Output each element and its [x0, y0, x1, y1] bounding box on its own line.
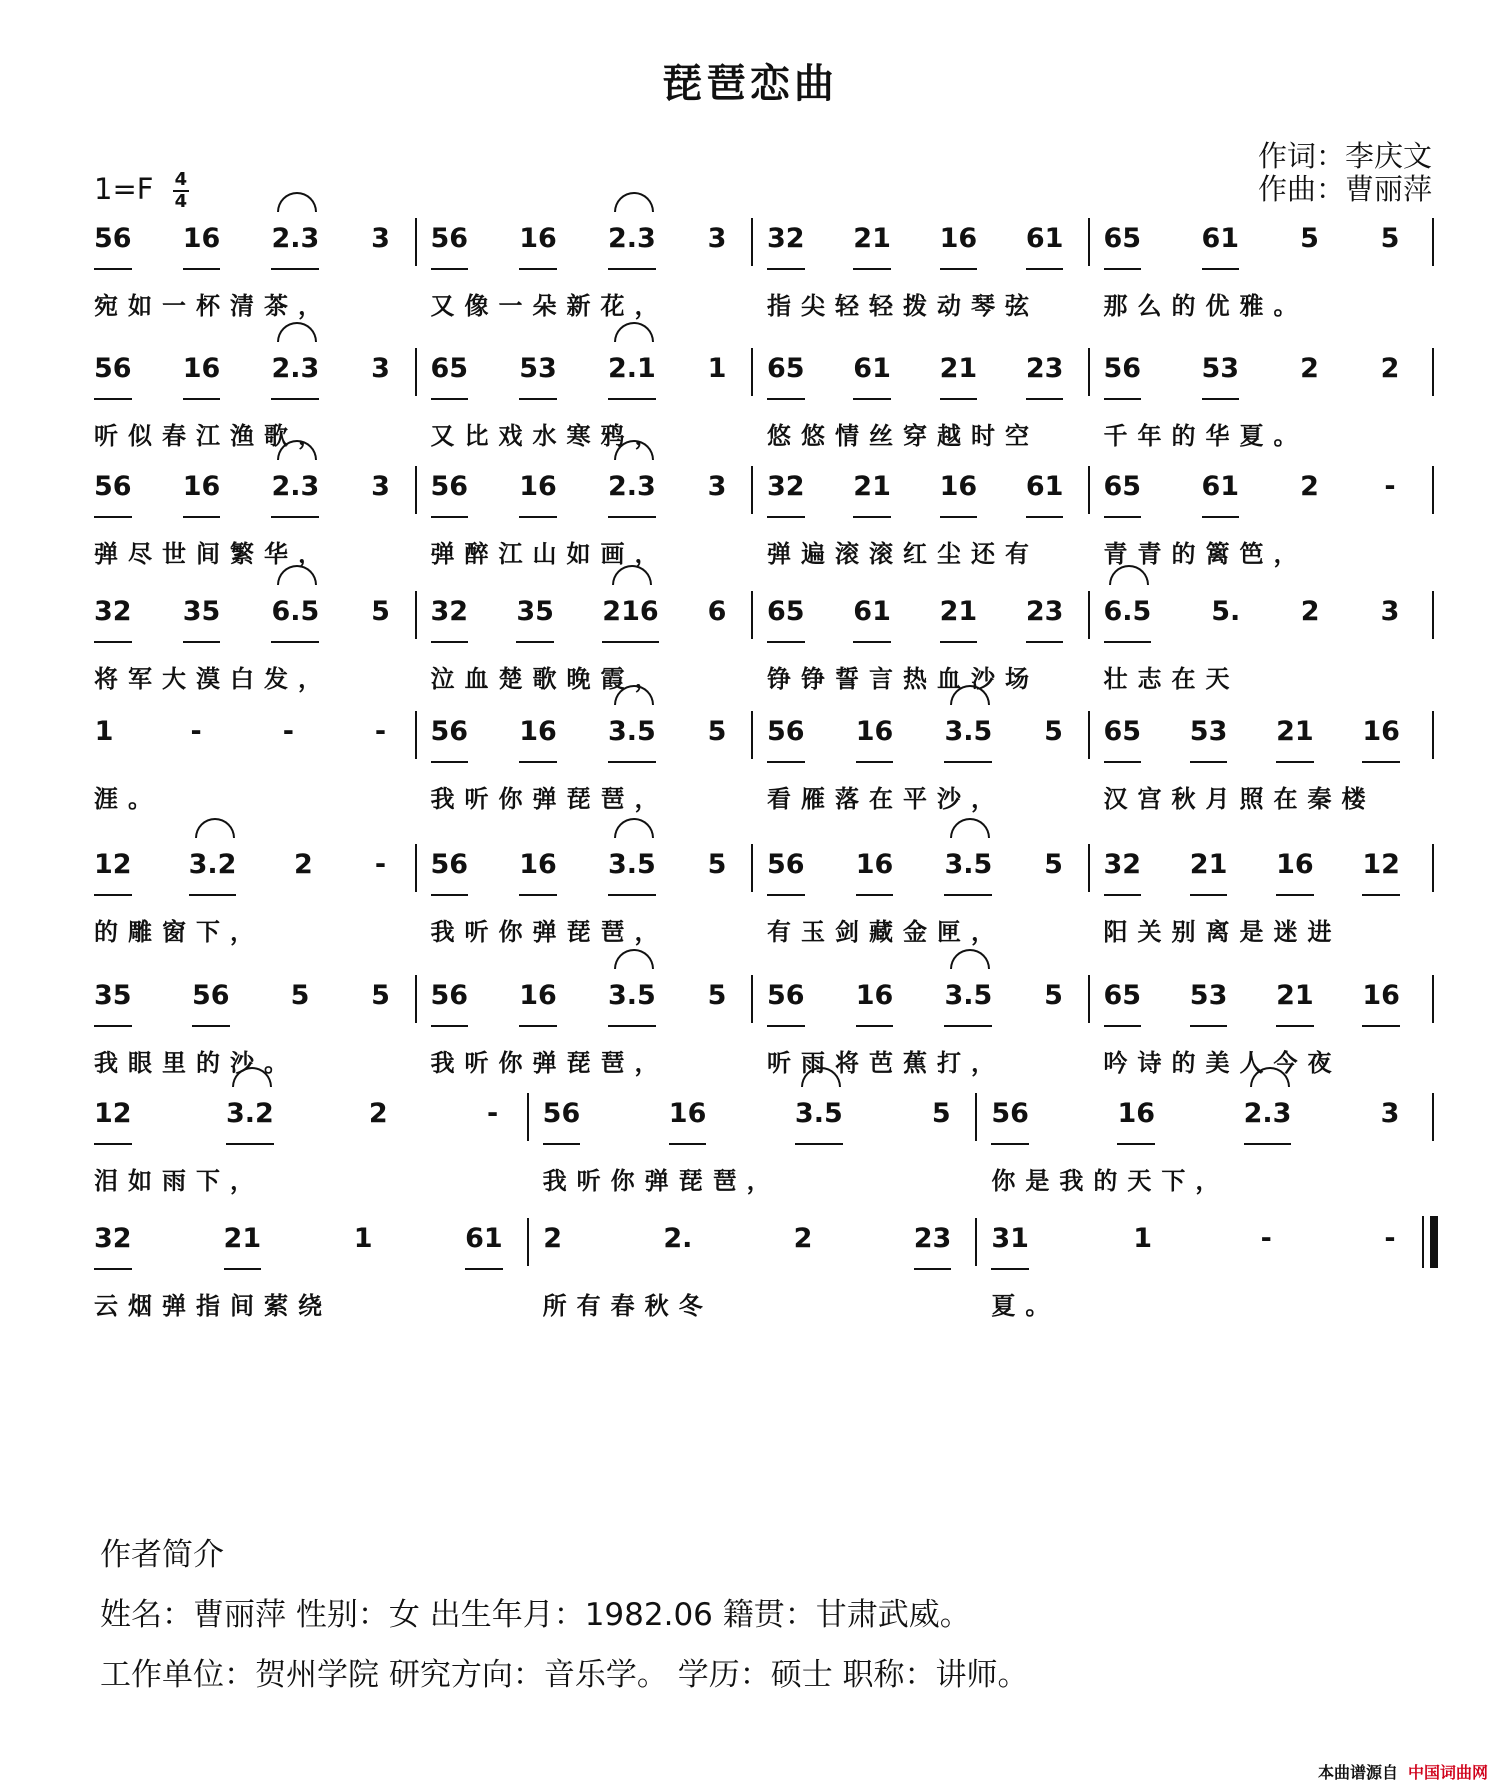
note-group: -	[282, 716, 294, 747]
barline	[1432, 348, 1434, 396]
bio-line-1: 姓名：曹丽萍 性别：女 出生年月：1982.06 籍贯：甘肃武威。	[100, 1597, 971, 1633]
lyric-line: 铮铮誓言热血沙场	[767, 665, 1039, 693]
measure-notes	[94, 458, 391, 522]
note-group: 2	[368, 1098, 388, 1129]
measure-notes	[431, 703, 728, 767]
measure	[767, 836, 1064, 976]
score-system	[0, 458, 1500, 598]
barline	[1088, 591, 1090, 639]
note-group: 32	[767, 210, 805, 270]
measure-notes	[767, 210, 1064, 274]
lyric-line: 夏。	[991, 1292, 1060, 1320]
measure	[767, 703, 1064, 843]
note-group: 32	[767, 458, 805, 518]
barline	[751, 348, 753, 396]
measure	[1104, 583, 1401, 723]
barline	[975, 1218, 977, 1266]
note-group: 21	[224, 1210, 262, 1270]
note-group: 3.5	[944, 836, 992, 896]
note-group: 5	[707, 849, 727, 880]
barline	[1088, 975, 1090, 1023]
note-group: 3.5	[608, 836, 656, 896]
time-beats: 4	[174, 169, 188, 190]
barline	[751, 711, 753, 759]
lyric-line: 我听你弹琵琶，	[542, 1167, 781, 1195]
lyric-line: 云烟弹指间萦绕	[94, 1292, 332, 1320]
lyric-line: 所有春秋冬	[542, 1292, 713, 1320]
lyric-line: 汉宫秋月照在秦楼	[1103, 785, 1376, 813]
lyric-line: 弹尽世间繁华，	[94, 540, 332, 568]
note-group: 5	[707, 980, 727, 1011]
barline	[751, 466, 753, 514]
measure-notes	[1104, 703, 1401, 767]
note-group: 65	[767, 583, 805, 643]
note-group: 56	[94, 210, 132, 270]
note-group: -	[1260, 1223, 1272, 1254]
lyric-line: 壮志在天	[1103, 665, 1240, 693]
slur-mark	[277, 192, 317, 212]
measure	[94, 1085, 503, 1225]
measure-notes	[94, 836, 391, 900]
footer-source: 本曲谱源自	[1317, 1763, 1398, 1782]
note-group: 16	[1362, 967, 1400, 1027]
note-group: 216	[602, 583, 658, 643]
bio-line-2: 工作单位：贺州学院 研究方向：音乐学。 学历：硕士 职称：讲师。	[100, 1657, 1029, 1693]
note-group: 21	[940, 340, 978, 400]
measure	[1104, 703, 1401, 843]
measure-notes	[767, 703, 1064, 767]
barline	[527, 1093, 529, 1141]
note-group: 56	[991, 1085, 1029, 1145]
barline	[415, 466, 417, 514]
lyric-line: 悠悠情丝穿越时空	[767, 422, 1039, 450]
note-group: 2.	[663, 1223, 693, 1254]
note-group: 16	[519, 703, 557, 763]
measure	[1104, 458, 1401, 598]
note-group: 6.5	[1104, 583, 1152, 643]
note-group: 6	[707, 596, 727, 627]
note-group: 53	[1190, 703, 1228, 763]
measure-notes	[543, 1210, 952, 1274]
measure-notes	[767, 340, 1064, 404]
author-bio	[100, 1525, 1450, 1705]
note-group: -	[487, 1098, 499, 1129]
lyric-line: 我听你弹琵琶，	[430, 785, 669, 813]
score-system	[0, 1085, 1500, 1225]
note-group: 16	[183, 458, 221, 518]
note-group: 5	[1044, 980, 1063, 1011]
measure-notes	[94, 703, 391, 767]
note-group: 2.3	[271, 210, 319, 270]
note-group: -	[374, 849, 387, 880]
note-group: 56	[431, 967, 469, 1027]
measure-notes	[431, 583, 728, 647]
measure-notes	[991, 1210, 1400, 1274]
lyric-line: 听似春江渔歌，	[94, 422, 332, 450]
note-group: 23	[1026, 340, 1064, 400]
lyric-line: 你是我的天下，	[991, 1167, 1230, 1195]
measure	[431, 583, 728, 723]
note-group: 65	[767, 340, 805, 400]
score-system	[0, 836, 1500, 976]
measure	[431, 458, 728, 598]
lyric-line: 涯。	[94, 785, 162, 813]
measure-notes	[1104, 458, 1401, 522]
note-group: 3	[371, 471, 390, 502]
note-group: 65	[1104, 703, 1142, 763]
measure	[767, 458, 1064, 598]
measure-notes	[767, 458, 1064, 522]
measure-notes	[94, 1210, 503, 1274]
lyric-line: 千年的华夏。	[1103, 422, 1308, 450]
note-group: 2.1	[608, 340, 656, 400]
lyric-line: 宛如一杯清茶，	[94, 292, 332, 320]
barline	[415, 348, 417, 396]
lyric-line: 泪如雨下，	[94, 1167, 264, 1195]
note-group: 16	[1276, 836, 1314, 896]
note-group: 61	[853, 340, 891, 400]
measure	[543, 1085, 952, 1225]
note-group: 56	[431, 836, 469, 896]
note-group: 56	[767, 836, 805, 896]
song-title: 琵琶恋曲	[662, 61, 838, 107]
lyric-line: 将军大漠白发，	[94, 665, 332, 693]
measure	[94, 458, 391, 598]
measure	[767, 210, 1064, 350]
note-group: 16	[856, 836, 894, 896]
note-group: 2.3	[1244, 1085, 1292, 1145]
note-group: 12	[94, 836, 132, 896]
note-group: 56	[543, 1085, 581, 1145]
note-group: 3.5	[944, 703, 992, 763]
note-group: 5	[931, 1098, 951, 1129]
note-group: 21	[853, 210, 891, 270]
measure-notes	[431, 340, 728, 404]
note-group: 5	[1044, 849, 1063, 880]
note-group: 35	[516, 583, 554, 643]
measure	[991, 1085, 1400, 1225]
barline	[751, 975, 753, 1023]
note-group: 12	[94, 1085, 132, 1145]
barline	[415, 844, 417, 892]
note-group: 2	[1300, 471, 1319, 502]
note-group: 6.5	[271, 583, 319, 643]
note-group: 3.5	[944, 967, 992, 1027]
lyric-line: 吟诗的美人今夜	[1103, 1049, 1342, 1077]
note-group: 32	[94, 1210, 132, 1270]
note-group: 53	[1190, 967, 1228, 1027]
lyric-line: 的雕窗下，	[94, 918, 264, 946]
note-group: 2.3	[608, 210, 656, 270]
note-group: 35	[183, 583, 221, 643]
note-group: -	[190, 716, 202, 747]
note-group: 21	[940, 583, 978, 643]
note-group: 2.3	[271, 458, 319, 518]
note-group: 61	[1026, 210, 1064, 270]
note-group: 3	[1380, 596, 1400, 627]
barline	[1088, 844, 1090, 892]
measure-notes	[1104, 340, 1401, 404]
note-group: 16	[1362, 703, 1400, 763]
measure-notes	[1104, 210, 1401, 274]
barline	[1432, 711, 1434, 759]
barline	[1432, 844, 1434, 892]
note-group: 56	[431, 210, 469, 270]
lyric-line: 弹遍滚滚红尘还有	[767, 540, 1039, 568]
note-group: 5	[1380, 223, 1400, 254]
note-group: 16	[940, 210, 978, 270]
barline	[1088, 348, 1090, 396]
barline	[415, 218, 417, 266]
measure-notes	[94, 340, 391, 404]
note-group: 61	[465, 1210, 503, 1270]
measure-notes	[1104, 967, 1401, 1031]
barline	[415, 975, 417, 1023]
note-group: 3.2	[226, 1085, 274, 1145]
note-group: 3	[371, 223, 390, 254]
lyric-line: 有玉剑藏金匣，	[767, 918, 1005, 946]
lyric-line: 那么的优雅。	[1103, 292, 1308, 320]
note-group: 5	[371, 596, 390, 627]
measure	[94, 1210, 503, 1350]
note-group: 3.5	[795, 1085, 843, 1145]
note-group: 61	[853, 583, 891, 643]
lyric-line: 听雨将芭蕉打，	[767, 1049, 1005, 1077]
note-group: 5	[1300, 223, 1319, 254]
measure-notes	[431, 458, 728, 522]
note-group: 56	[767, 967, 805, 1027]
measure	[94, 836, 391, 976]
footer-site: 中国词曲网	[1407, 1763, 1488, 1782]
barline	[415, 711, 417, 759]
score-system	[0, 583, 1500, 723]
note-group: 5	[1044, 716, 1063, 747]
note-group: -	[1384, 1223, 1396, 1254]
barline	[751, 844, 753, 892]
measure	[767, 583, 1064, 723]
barline	[751, 218, 753, 266]
lyric-line: 青青的篱笆，	[1103, 540, 1308, 568]
note-group: 16	[856, 703, 894, 763]
measure-notes	[94, 1085, 503, 1149]
measure-notes	[94, 583, 391, 647]
note-group: 3	[707, 471, 727, 502]
measure	[94, 583, 391, 723]
note-group: 2	[294, 849, 313, 880]
note-group: 16	[183, 210, 221, 270]
note-group: 56	[94, 458, 132, 518]
measure-notes	[431, 836, 728, 900]
barline	[1088, 466, 1090, 514]
note-group: 21	[853, 458, 891, 518]
note-group: 23	[1026, 583, 1064, 643]
note-group: 16	[669, 1085, 707, 1145]
measure	[431, 703, 728, 843]
lyric-line: 指尖轻轻拨动琴弦	[767, 292, 1039, 320]
note-group: 61	[1202, 458, 1240, 518]
note-group: 16	[519, 458, 557, 518]
note-group: 32	[94, 583, 132, 643]
note-group: 12	[1362, 836, 1400, 896]
note-group: 16	[519, 210, 557, 270]
note-group: 65	[431, 340, 469, 400]
note-group: 16	[519, 836, 557, 896]
note-group: 3	[707, 223, 727, 254]
barline	[527, 1218, 529, 1266]
note-group: 5.	[1211, 596, 1241, 627]
measure	[94, 703, 391, 843]
key-label: 1=F	[94, 172, 154, 206]
note-group: 56	[431, 458, 469, 518]
time-beat-unit: 4	[174, 191, 188, 212]
note-group: 2	[1380, 353, 1400, 384]
footer	[1318, 1760, 1488, 1783]
note-group: 1	[353, 1223, 373, 1254]
measure	[543, 1210, 952, 1350]
note-group: 16	[183, 340, 221, 400]
note-group: 16	[519, 967, 557, 1027]
note-group: 3	[371, 353, 390, 384]
measure-notes	[431, 967, 728, 1031]
note-group: 3.5	[608, 703, 656, 763]
note-group: 1	[1133, 1223, 1152, 1254]
lyric-line: 我听你弹琵琶，	[430, 1049, 669, 1077]
note-group: 61	[1202, 210, 1240, 270]
barline	[1432, 466, 1434, 514]
barline	[1088, 711, 1090, 759]
barline	[1432, 591, 1434, 639]
score-system	[0, 1210, 1500, 1350]
measure	[431, 836, 728, 976]
note-group: 21	[1190, 836, 1228, 896]
barline	[1432, 1093, 1434, 1141]
note-group: 16	[856, 967, 894, 1027]
note-group: 56	[192, 967, 230, 1027]
lyricist-credit: 作词：李庆文	[1258, 139, 1433, 173]
barline	[751, 591, 753, 639]
note-group: 61	[1026, 458, 1064, 518]
barline	[975, 1093, 977, 1141]
score-system	[0, 210, 1500, 350]
measure-notes	[767, 836, 1064, 900]
note-group: 2.3	[271, 340, 319, 400]
note-group: 21	[1276, 703, 1314, 763]
lyric-line: 又像一朵新花，	[430, 292, 669, 320]
bio-heading: 作者简介	[100, 1537, 224, 1573]
note-group: 2	[1300, 596, 1320, 627]
measure-notes	[543, 1085, 952, 1149]
note-group: 53	[1202, 340, 1240, 400]
measure-notes	[1104, 583, 1401, 647]
final-barline-thin	[1422, 1216, 1424, 1268]
note-group: 5	[707, 716, 727, 747]
note-group: 65	[1104, 967, 1142, 1027]
measure-notes	[767, 583, 1064, 647]
lyric-line: 我眼里的沙。	[94, 1049, 298, 1077]
note-group: 2	[1300, 353, 1319, 384]
note-group: 32	[1104, 836, 1142, 896]
lyric-line: 我听你弹琵琶，	[430, 918, 669, 946]
lyric-line: 又比戏水寒鸦，	[430, 422, 669, 450]
measure-notes	[94, 210, 391, 274]
lyric-line: 弹醉江山如画，	[430, 540, 669, 568]
barline	[1432, 975, 1434, 1023]
note-group: 1	[94, 716, 114, 747]
final-barline-thick	[1430, 1216, 1438, 1268]
measure	[431, 210, 728, 350]
measure	[94, 210, 391, 350]
note-group: 1	[707, 353, 727, 384]
measure-notes	[767, 967, 1064, 1031]
slur-mark	[614, 192, 654, 212]
lyric-line: 泣血楚歌晚霞，	[430, 665, 669, 693]
barline	[1432, 218, 1434, 266]
note-group: 21	[1276, 967, 1314, 1027]
note-group: 56	[94, 340, 132, 400]
note-group: 16	[940, 458, 978, 518]
note-group: 2	[543, 1223, 563, 1254]
note-group: 23	[914, 1210, 952, 1270]
note-group: 2	[793, 1223, 813, 1254]
measure	[1104, 210, 1401, 350]
note-group: 56	[431, 703, 469, 763]
note-group: 2.3	[608, 458, 656, 518]
note-group: 56	[1104, 340, 1142, 400]
note-group: 56	[767, 703, 805, 763]
note-group: -	[374, 716, 387, 747]
composer-credit: 作曲：曹丽萍	[1258, 172, 1433, 206]
lyric-line: 阳关别离是迷进	[1103, 918, 1342, 946]
measure-notes	[431, 210, 728, 274]
note-group: 16	[1117, 1085, 1155, 1145]
note-group: 35	[94, 967, 132, 1027]
measure	[991, 1210, 1400, 1350]
note-group: 5	[371, 980, 390, 1011]
note-group: 3.2	[189, 836, 237, 896]
barline	[1088, 218, 1090, 266]
note-group: 65	[1104, 458, 1142, 518]
barline	[415, 591, 417, 639]
measure-notes	[1104, 836, 1401, 900]
note-group: 31	[991, 1210, 1029, 1270]
note-group: 5	[290, 980, 310, 1011]
note-group: 3.5	[608, 967, 656, 1027]
note-group: -	[1384, 471, 1396, 502]
note-group: 3	[1380, 1098, 1400, 1129]
note-group: 32	[431, 583, 469, 643]
note-group: 65	[1104, 210, 1142, 270]
lyric-line: 看雁落在平沙，	[767, 785, 1005, 813]
measure-notes	[94, 967, 391, 1031]
note-group: 53	[519, 340, 557, 400]
measure	[1104, 836, 1401, 976]
measure-notes	[991, 1085, 1400, 1149]
